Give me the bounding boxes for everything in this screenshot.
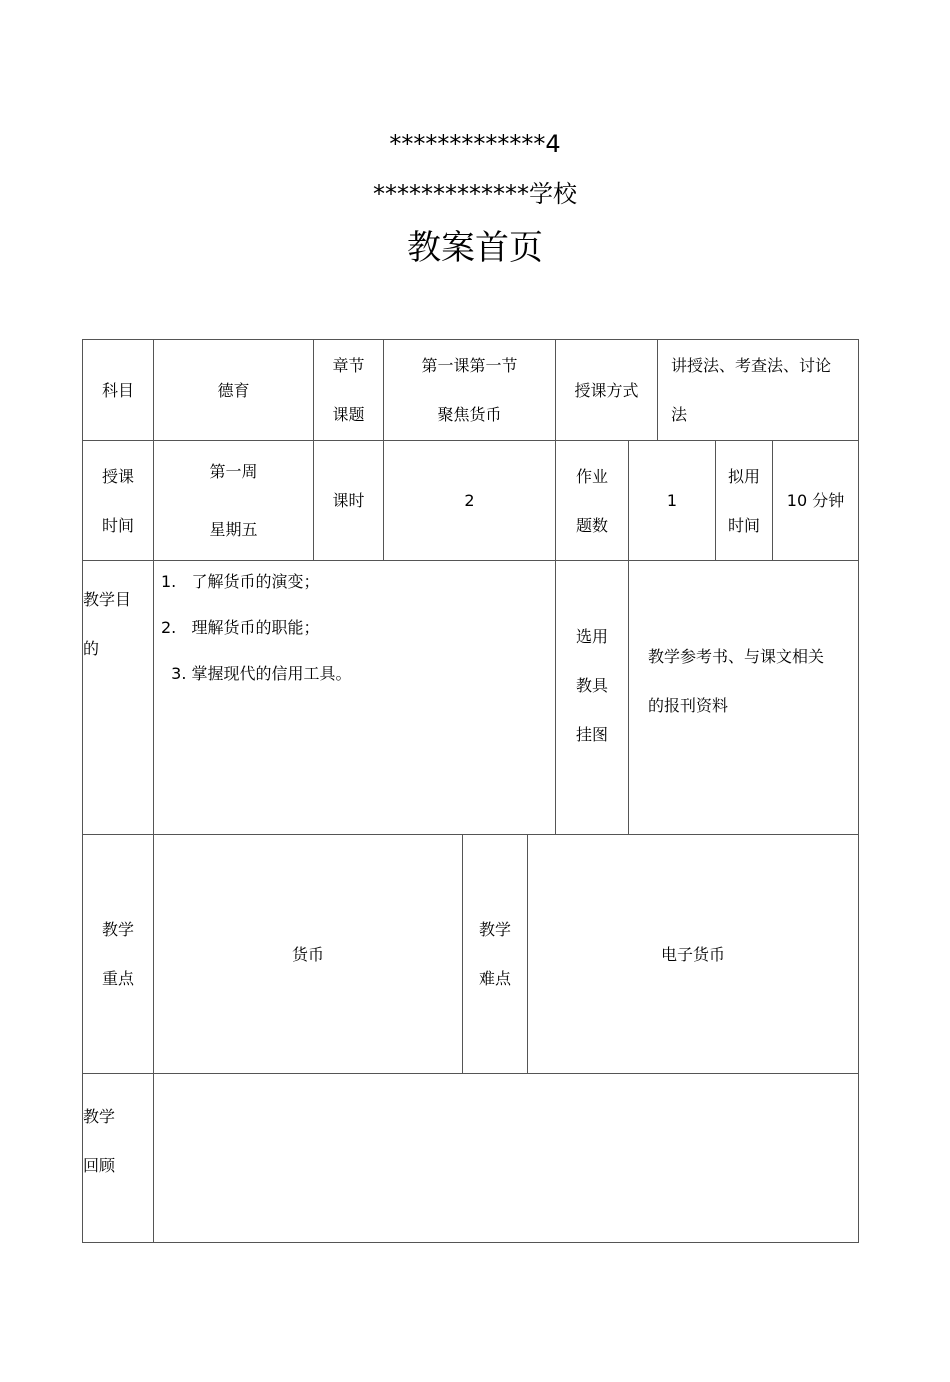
teaching-goals-list: [161, 559, 551, 709]
subject-label: 科目: [101, 380, 134, 400]
column-divider: [657, 340, 658, 440]
lesson-time-label: 授课 时间: [101, 466, 134, 535]
difficulty-value: 电子货币: [660, 944, 725, 964]
chapter-label: 章节 课题: [332, 356, 365, 424]
lesson-plan-table: [82, 339, 859, 1243]
class-hours-value: 2: [464, 491, 475, 510]
subject-value: 德育: [217, 380, 250, 400]
planned-time-value: 10 分钟: [786, 491, 845, 510]
teaching-method-label: 授课方式: [574, 380, 639, 400]
teaching-goal-label: 教学目 的: [83, 590, 132, 658]
review-value: [154, 1074, 858, 1242]
homework-label: 作业 题数: [575, 466, 608, 535]
key-point-label: 教学 重点: [101, 920, 134, 988]
teaching-aids-value: 教学参考书、与课文相关 的报刊资料: [648, 647, 825, 715]
teaching-method-value: 讲授法、考查法、讨论 法: [671, 356, 832, 424]
homework-value: 1: [666, 491, 678, 510]
class-hours-label: 课时: [332, 491, 365, 510]
goal-item: 3. 掌握现代的信用工具。: [161, 664, 352, 683]
lesson-time-value: 第一周 星期五: [209, 461, 258, 539]
review-label: 教学 回顾: [83, 1107, 116, 1175]
header-line-1: *************4: [389, 130, 561, 158]
page-title: 教案首页: [407, 228, 543, 268]
school-name: *************学校: [373, 180, 577, 208]
goal-item: 1. 了解货币的演变；: [161, 572, 320, 591]
key-point-value: 货币: [291, 944, 324, 964]
difficulty-label: 教学 难点: [478, 920, 511, 988]
chapter-value: 第一课第一节 聚焦货币: [421, 356, 518, 424]
goal-item: 2. 理解货币的职能；: [161, 618, 320, 637]
teaching-aids-label: 选用 教具 挂图: [575, 626, 608, 744]
planned-time-label: 拟用 时间: [727, 466, 760, 535]
